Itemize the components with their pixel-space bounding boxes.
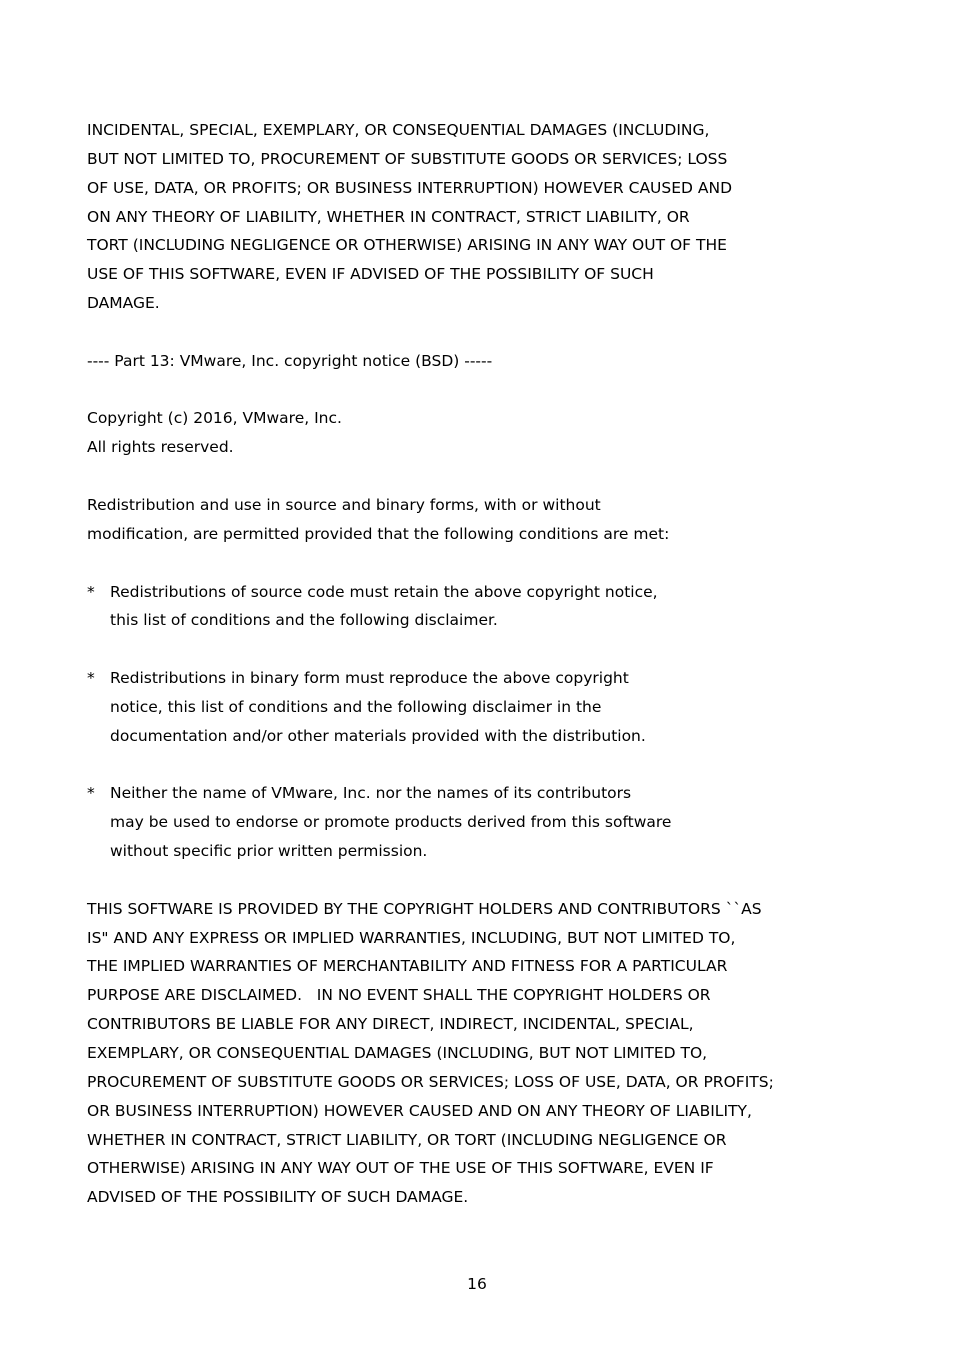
condition-item — [87, 664, 887, 751]
text-line: OR BUSINESS INTERRUPTION) HOWEVER CAUSED AND ON ANY THEORY OF LIABILITY, — [87, 1101, 752, 1120]
previous-license-tail — [87, 116, 887, 318]
condition-item — [87, 779, 887, 866]
paragraph-gap — [87, 318, 887, 347]
license-intro — [87, 491, 887, 549]
text-line: PURPOSE ARE DISCLAIMED. IN NO EVENT SHALL THE COPYRIGHT HOLDERS OR — [87, 986, 711, 1005]
text-line: IS" AND ANY EXPRESS OR IMPLIED WARRANTIES, INCLUDING, BUT NOT LIMITED TO, — [87, 928, 736, 947]
text-line: THE IMPLIED WARRANTIES OF MERCHANTABILITY AND FITNESS FOR A PARTICULAR — [87, 957, 728, 976]
list-item-line — [87, 578, 887, 607]
bullet-asterisk: * — [87, 582, 95, 601]
text-line: Copyright (c) 2016, VMware, Inc. — [87, 409, 342, 428]
text-line: Redistributions of source code must retain the above copyright notice, — [110, 582, 658, 601]
paragraph-gap — [87, 635, 887, 664]
bullet-asterisk: * — [87, 784, 95, 803]
list-item-line — [87, 722, 887, 751]
section-heading: ---- Part 13: VMware, Inc. copyright notice (BSD) ----- — [87, 351, 493, 370]
text-line: Redistribution and use in source and binary forms, with or without — [87, 495, 601, 514]
text-line: EXEMPLARY, OR CONSEQUENTIAL DAMAGES (INCLUDING, BUT NOT LIMITED TO, — [87, 1044, 708, 1062]
page-number: 16 — [467, 1275, 487, 1293]
disclaimer — [87, 895, 887, 1212]
text-line: TORT (INCLUDING NEGLIGENCE OR OTHERWISE) ARISING IN ANY WAY OUT OF THE — [87, 236, 727, 255]
list-item-line — [87, 606, 887, 635]
paragraph-gap — [87, 549, 887, 578]
text-line: ON ANY THEORY OF LIABILITY, WHETHER IN CONTRACT, STRICT LIABILITY, OR — [87, 207, 690, 226]
text-line: notice, this list of conditions and the following disclaimer in the — [110, 697, 602, 716]
paragraph-gap — [87, 462, 887, 491]
condition-item — [87, 578, 887, 636]
text-line: USE OF THIS SOFTWARE, EVEN IF ADVISED OF THE POSSIBILITY OF SUCH — [87, 265, 654, 284]
text-line: INCIDENTAL, SPECIAL, EXEMPLARY, OR CONSEQUENTIAL DAMAGES (INCLUDING, — [87, 121, 710, 139]
text-line: BUT NOT LIMITED TO, PROCUREMENT OF SUBSTITUTE GOODS OR SERVICES; LOSS — [87, 149, 728, 168]
text-line: PROCUREMENT OF SUBSTITUTE GOODS OR SERVICES; LOSS OF USE, DATA, OR PROFITS; — [87, 1072, 774, 1091]
paragraph-gap — [87, 866, 887, 895]
text-line: CONTRIBUTORS BE LIABLE FOR ANY DIRECT, INDIRECT, INCIDENTAL, SPECIAL, — [87, 1015, 694, 1034]
list-item-line — [87, 808, 887, 837]
page-content — [87, 116, 887, 1212]
text-line: may be used to endorse or promote products derived from this software — [110, 813, 672, 832]
paragraph-gap — [87, 751, 887, 780]
list-item-line — [87, 779, 887, 808]
text-line: Neither the name of VMware, Inc. nor the names of its contributors — [110, 784, 632, 803]
text-line: modification, are permitted provided that the following conditions are met: — [87, 524, 670, 543]
paragraph-gap — [87, 376, 887, 405]
text-line: Redistributions in binary form must reproduce the above copyright — [110, 669, 629, 688]
text-line: without specific prior written permission. — [110, 842, 428, 861]
text-line: All rights reserved. — [87, 438, 234, 457]
bullet-asterisk: * — [87, 669, 95, 688]
list-item-line — [87, 693, 887, 722]
text-line: WHETHER IN CONTRACT, STRICT LIABILITY, OR TORT (INCLUDING NEGLIGENCE OR — [87, 1130, 727, 1149]
text-line: documentation and/or other materials provided with the distribution. — [110, 726, 646, 745]
text-line: THIS SOFTWARE IS PROVIDED BY THE COPYRIGHT HOLDERS AND CONTRIBUTORS ``AS — [87, 899, 762, 918]
text-line: OF USE, DATA, OR PROFITS; OR BUSINESS INTERRUPTION) HOWEVER CAUSED AND — [87, 178, 733, 197]
list-item-line — [87, 837, 887, 866]
copyright-notice — [87, 404, 887, 462]
text-line: ADVISED OF THE POSSIBILITY OF SUCH DAMAGE. — [87, 1188, 469, 1207]
text-line: this list of conditions and the following disclaimer. — [110, 611, 498, 630]
text-line: DAMAGE. — [87, 294, 160, 313]
text-line: OTHERWISE) ARISING IN ANY WAY OUT OF THE USE OF THIS SOFTWARE, EVEN IF — [87, 1159, 714, 1178]
list-item-line — [87, 664, 887, 693]
